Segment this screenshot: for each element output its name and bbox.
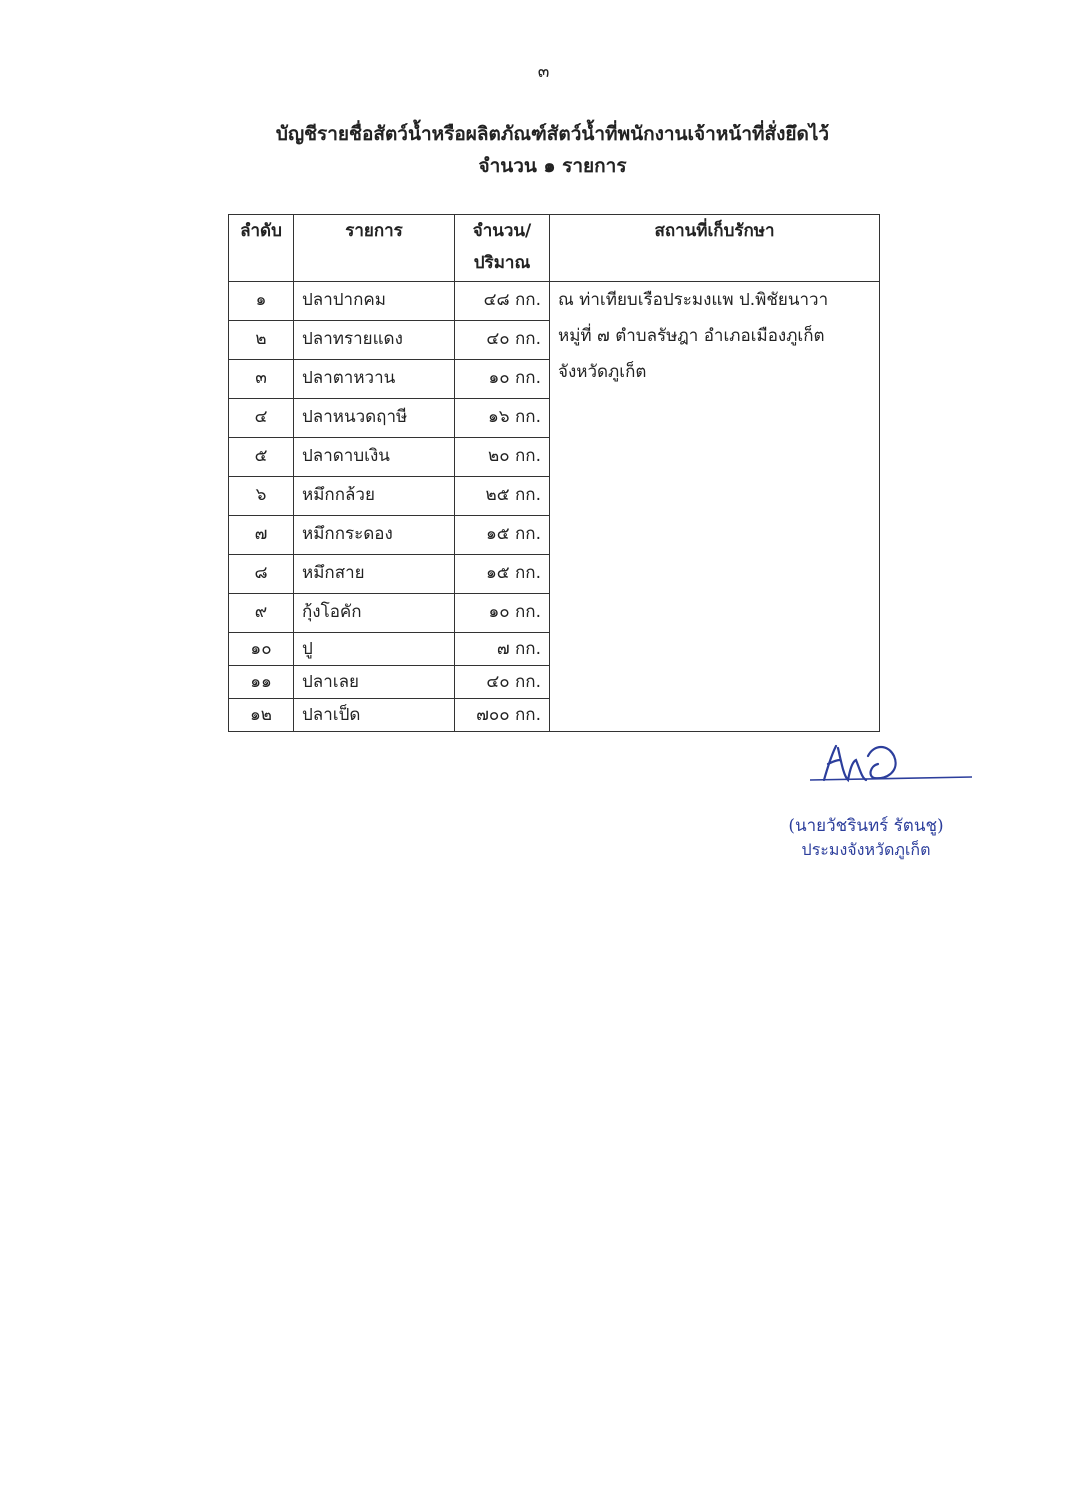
title-line-1: บัญชีรายชื่อสัตว์น้ำหรือผลิตภัณฑ์สัตว์น้ำที่พนักงานเจ้าหน้าที่สั่งยึดไว้ — [275, 123, 830, 145]
storage-location — [550, 282, 880, 732]
handwritten-signature — [802, 736, 977, 796]
storage-location-line: หมู่ที่ ๗ ตำบลรัษฎา อำเภอเมืองภูเก็ต — [558, 326, 825, 346]
signer-position: ประมงจังหวัดภูเก็ต — [801, 840, 931, 859]
table-row — [229, 282, 880, 321]
row-quantity: ๗ กก. — [455, 633, 550, 666]
row-item-name: ปลาหนวดฤาษี — [294, 399, 455, 438]
row-quantity: ๑๖ กก. — [455, 399, 550, 438]
row-item-name: หมึกกล้วย — [294, 477, 455, 516]
row-item-name: ปู — [294, 633, 455, 666]
row-number: ๑๑ — [229, 666, 294, 699]
row-item-name: ปลาดาบเงิน — [294, 438, 455, 477]
row-number: ๑๒ — [229, 699, 294, 732]
table-header-row — [229, 215, 880, 282]
row-number: ๖ — [229, 477, 294, 516]
row-number: ๒ — [229, 321, 294, 360]
row-number: ๘ — [229, 555, 294, 594]
header-quantity-line-2: ปริมาณ — [473, 253, 531, 273]
row-number: ๑ — [229, 282, 294, 321]
header-quantity-line-1: จำนวน/ — [472, 221, 532, 241]
row-quantity: ๔๐ กก. — [455, 666, 550, 699]
title-line-2: จำนวน ๑ รายการ — [478, 155, 627, 177]
row-item-name: หมึกกระดอง — [294, 516, 455, 555]
row-item-name: ปลาตาหวาน — [294, 360, 455, 399]
row-item-name: ปลาเป็ด — [294, 699, 455, 732]
row-number: ๔ — [229, 399, 294, 438]
storage-location-line: จังหวัดภูเก็ต — [558, 362, 647, 382]
row-quantity: ๑๕ กก. — [455, 555, 550, 594]
header-no: ลำดับ — [229, 215, 294, 282]
seized-items-table — [228, 214, 880, 732]
row-quantity: ๗๐๐ กก. — [455, 699, 550, 732]
row-number: ๗ — [229, 516, 294, 555]
row-quantity: ๒๐ กก. — [455, 438, 550, 477]
row-quantity: ๑๐ กก. — [455, 360, 550, 399]
row-number: ๓ — [229, 360, 294, 399]
row-item-name: กุ้งโอคัก — [294, 594, 455, 633]
row-quantity: ๑๕ กก. — [455, 516, 550, 555]
document-title — [0, 118, 1087, 182]
header-location: สถานที่เก็บรักษา — [550, 215, 880, 282]
row-quantity: ๑๐ กก. — [455, 594, 550, 633]
row-item-name: ปลาทรายแดง — [294, 321, 455, 360]
storage-location-line: ณ ท่าเทียบเรือประมงแพ ป.พิชัยนาวา — [558, 290, 829, 310]
row-quantity: ๔๐ กก. — [455, 321, 550, 360]
row-item-name: หมึกสาย — [294, 555, 455, 594]
row-quantity: ๒๕ กก. — [455, 477, 550, 516]
row-number: ๙ — [229, 594, 294, 633]
signer-name: (นายวัชรินทร์ รัตนชู) — [788, 816, 944, 836]
header-item: รายการ — [294, 215, 455, 282]
row-item-name: ปลาเลย — [294, 666, 455, 699]
row-quantity: ๔๘ กก. — [455, 282, 550, 321]
header-quantity — [455, 215, 550, 282]
row-number: ๑๐ — [229, 633, 294, 666]
page-number: ๓ — [537, 62, 550, 82]
row-number: ๕ — [229, 438, 294, 477]
row-item-name: ปลาปากคม — [294, 282, 455, 321]
